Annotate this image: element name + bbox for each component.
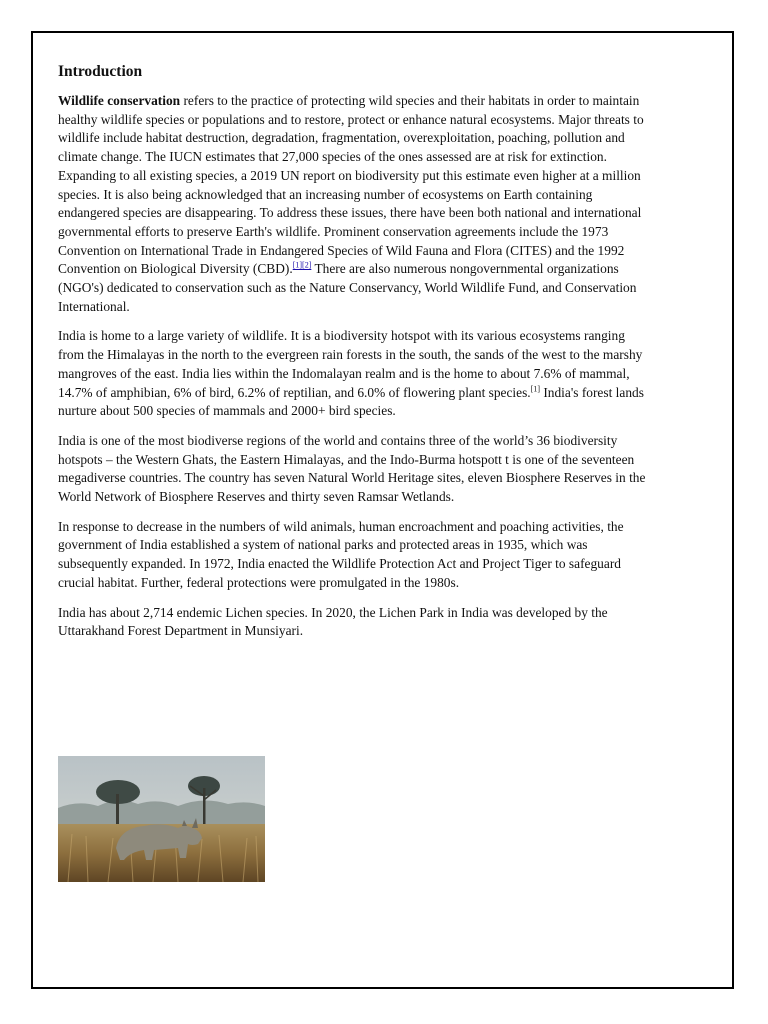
paragraph-2-text-b: India's forest lands nurture about 500 species of mammals and 2000+ bird species. (58, 384, 644, 419)
paragraph-2 (58, 327, 650, 421)
paragraph-1-text-b: There are also numerous nongovernmental organizations (NGO's) dedicated to conservation such as the Nature Conservancy, World Wildlife Fund, and Conservation International. (58, 261, 637, 314)
paragraph-4: In response to decrease in the numbers of wild animals, human encroachment and poaching activities, the government of India established a system of national parks and protected areas in 1935, which was subsequently expanded. In 1972, India enacted the Wildlife Protection Act and Project Tiger to safeguard crucial habitat. Further, federal protections were promulgated in the 1980s. (58, 518, 624, 590)
paragraph-1 (58, 92, 650, 316)
paragraph-2-text-a: India is home to a large variety of wildlife. It is a biodiversity hotspot with its various ecosystems ranging from the Himalayas in the north to the evergreen rain forests in the south, the sands of the west to the marshy mangroves of the east. India lies within the Indomalayan realm and is the home to about 7.6% of mammal, 14.7% of amphibian, 6% of bird, 6.2% of reptilian, and 6.0% of flowering plant species. (58, 328, 643, 400)
citation-ref: [1] (530, 384, 540, 394)
paragraph-5: India has about 2,714 endemic Lichen species. In 2020, the Lichen Park in India was developed by the Uttarakhand Forest Department in Munsiyari. (58, 604, 608, 639)
paragraph-3: India is one of the most biodiverse regions of the world and contains three of the world’s 36 biodiversity hotspots – the Western Ghats, the Eastern Himalayas, and the Indo-Burma hotspott t is one of the seventeen megadiverse countries. The country has seven Natural World Heritage sites, eleven Biosphere Reserves in the World Network of Biosphere Reserves and thirty seven Ramsar Wetlands. (58, 432, 646, 505)
section-heading: Introduction (58, 63, 143, 80)
citation-link-2[interactable]: [2] (302, 260, 312, 270)
citation-link-1[interactable]: [1] (292, 260, 303, 270)
key-term: Wildlife conservation (58, 93, 181, 108)
rhino-photo (58, 756, 265, 882)
document-body (58, 62, 650, 652)
paragraph-1-text-a: refers to the practice of protecting wild species and their habitats in order to maintain healthy wildlife species or populations and to restore, protect or enhance natural ecosystems. Major threats to wildlife include habitat destruction, degradation, fragmentation, overexploitation, poaching, pollution and climate change. The IUCN estimates that 27,000 species of the ones assessed are at risk for extinction. Expanding to all existing species, a 2019 UN report on biodiversity put this estimate even higher at a million species. It is also being acknowledged that an increasing number of ecosystems on Earth containing endangered species are disappearing. To address these issues, there have been both national and international governmental efforts to preserve Earth's wildlife. Prominent conservation agreements include the 1973 Convention on International Trade in Endangered Species of Wild Fauna and Flora (CITES) and the 1992 Convention on Biological Diversity (CBD). (58, 93, 644, 277)
